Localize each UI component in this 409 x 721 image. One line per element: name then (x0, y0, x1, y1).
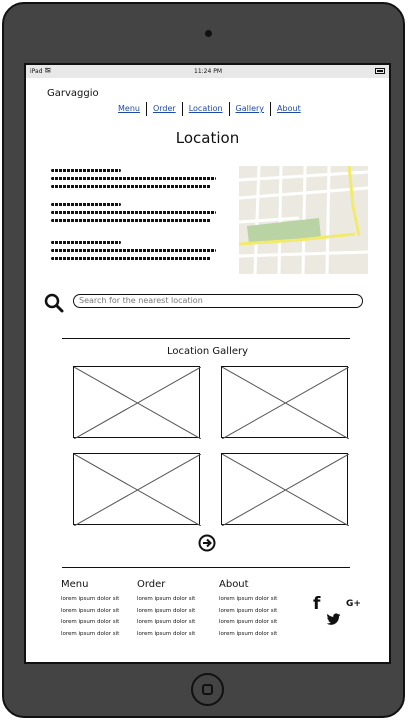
nav-order[interactable]: Order (146, 102, 182, 116)
arrow-right-circle-icon[interactable] (198, 534, 216, 552)
footer-col-about (219, 579, 301, 642)
footer-link[interactable]: lorem ipsum dolor sit (61, 619, 120, 625)
carrier-label: iPad (30, 68, 43, 75)
page-title: Location (175, 129, 240, 147)
footer-heading: About (219, 579, 249, 590)
home-square-icon (202, 684, 213, 695)
battery-icon (375, 68, 385, 74)
location-map[interactable] (239, 166, 368, 274)
map-graphic (239, 166, 368, 274)
gallery-image-3[interactable] (73, 453, 200, 525)
text-placeholder-3 (51, 241, 221, 265)
text-placeholder-1 (51, 169, 221, 193)
screen (24, 63, 391, 664)
divider-bottom (62, 567, 350, 568)
footer-link[interactable]: lorem ipsum dolor sit (219, 596, 278, 602)
footer-link[interactable]: lorem ipsum dolor sit (137, 607, 196, 614)
footer-link[interactable]: lorem ipsum dolor sit (219, 619, 278, 625)
nav-menu[interactable]: Menu (118, 104, 140, 113)
status-time: 11:24 PM (194, 68, 222, 75)
gallery-title: Location Gallery (166, 346, 249, 357)
footer-link[interactable]: lorem ipsum dolor sit (61, 607, 120, 614)
wifi-icon: ≊ (44, 66, 52, 76)
twitter-icon[interactable] (326, 613, 341, 626)
footer-link[interactable]: lorem ipsum dolor sit (219, 630, 278, 637)
brand-name[interactable]: Garvaggio (47, 88, 99, 99)
footer-link[interactable]: lorem ipsum dolor sit (137, 596, 196, 602)
gallery-image-1[interactable] (73, 366, 200, 438)
nav-gallery[interactable]: Gallery (229, 102, 271, 116)
gallery-image-2[interactable] (221, 366, 348, 438)
footer-col-order (137, 579, 219, 642)
footer-link[interactable]: lorem ipsum dolor sit (61, 596, 120, 602)
nav-location[interactable]: Location (182, 102, 229, 116)
facebook-icon[interactable]: f (313, 594, 321, 614)
location-search-input[interactable]: Search for the nearest location (73, 294, 363, 308)
camera (205, 30, 212, 37)
footer-heading: Menu (61, 579, 89, 590)
gallery-image-4[interactable] (221, 453, 348, 525)
footer-link[interactable]: lorem ipsum dolor sit (137, 619, 196, 625)
google-plus-icon[interactable]: G+ (346, 599, 361, 609)
tablet-frame (2, 2, 405, 718)
search-icon[interactable] (44, 293, 64, 313)
status-bar (26, 65, 389, 78)
footer-link[interactable]: lorem ipsum dolor sit (61, 630, 120, 637)
nav-about[interactable]: About (270, 102, 307, 116)
text-placeholder-2 (51, 203, 221, 227)
divider-top (62, 338, 350, 339)
footer-link[interactable]: lorem ipsum dolor sit (219, 607, 278, 614)
footer-link[interactable]: lorem ipsum dolor sit (137, 630, 196, 637)
footer-heading: Order (137, 579, 166, 590)
home-button[interactable] (191, 673, 224, 706)
main-nav (112, 101, 307, 117)
footer-col-menu (61, 579, 143, 642)
